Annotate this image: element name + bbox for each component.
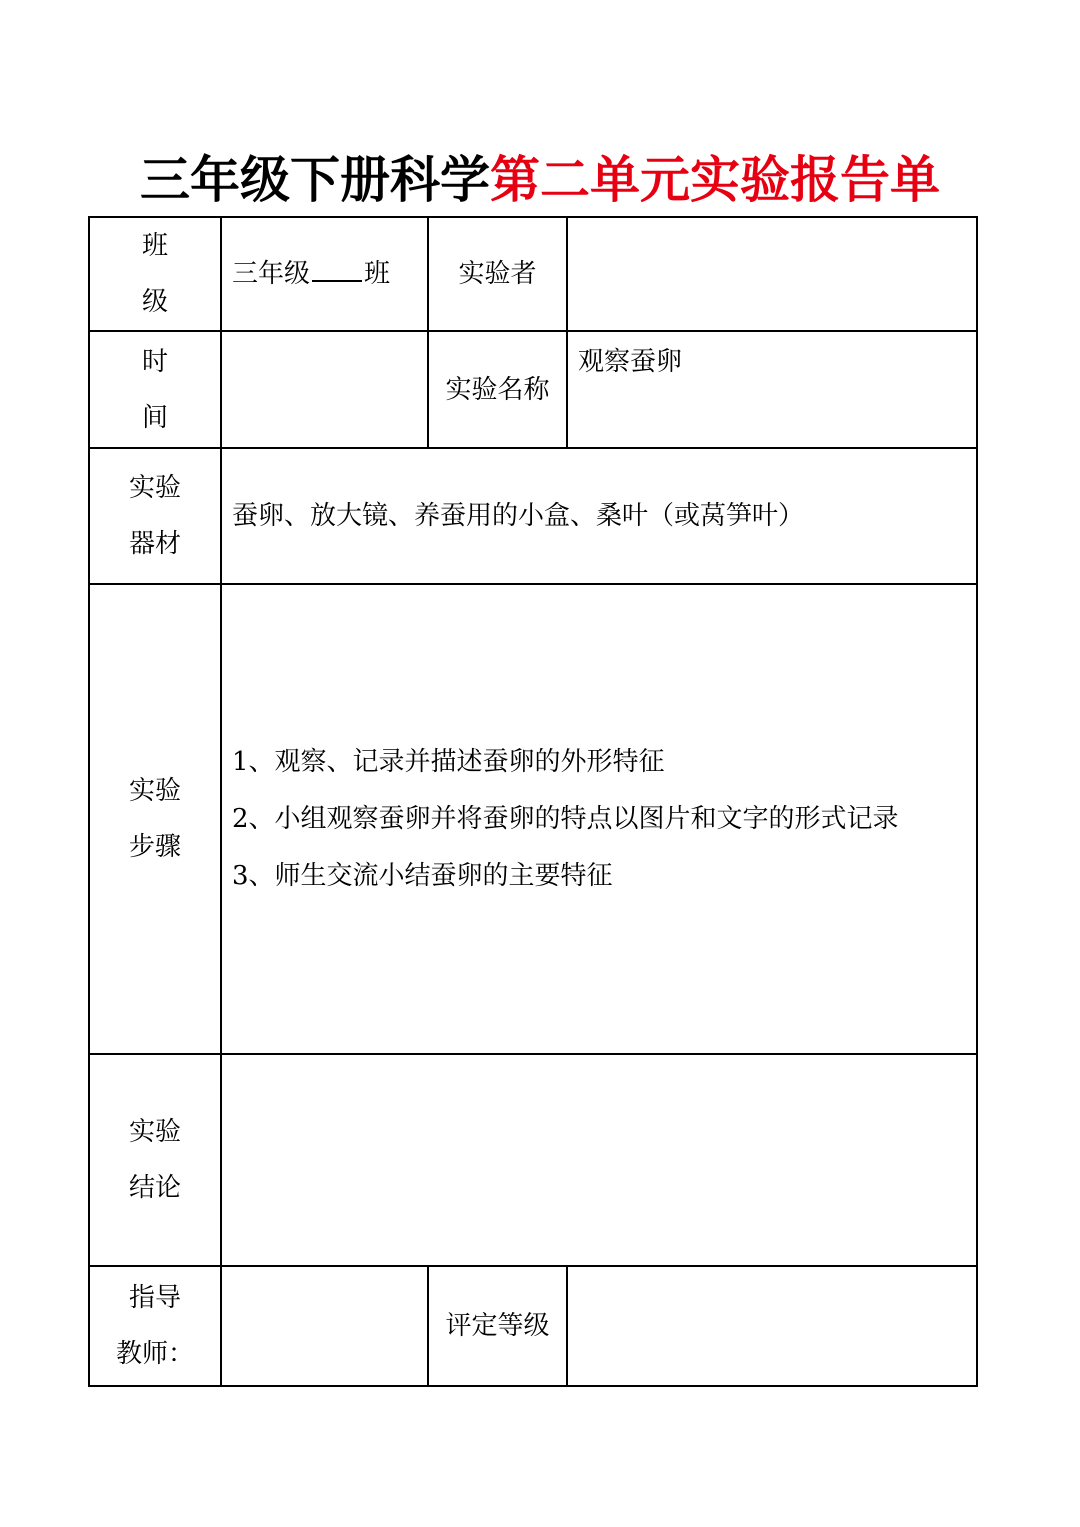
grade-value[interactable] [567,1266,977,1386]
step-item: 3、师生交流小结蚕卵的主要特征 [232,860,613,891]
experimenter-label: 实验者 [428,217,567,331]
row-conclusion [89,1054,977,1266]
grade-label: 评定等级 [428,1266,567,1386]
experimenter-value[interactable] [567,217,977,331]
title-part-red: 第二单元实验报告单 [490,151,940,209]
row-time [89,331,977,448]
class-label: 班 级 [89,217,221,331]
steps-label-line1: 实验 [128,776,181,806]
materials-value[interactable]: 蚕卵、放大镜、养蚕用的小盒、桑叶（或莴笋叶） [221,448,977,584]
steps-label [89,584,221,1054]
class-value-suffix: 班 [364,259,391,289]
step-item: 2、小组观察蚕卵并将蚕卵的特点以图片和文字的形式记录 [232,803,899,834]
teacher-label-line1: 指导 [128,1283,181,1313]
class-number-blank[interactable] [312,266,362,282]
page-title [0,150,1080,210]
title-part-black: 三年级下册科学 [140,151,490,209]
steps-value[interactable] [221,584,977,1054]
conclusion-value[interactable] [221,1054,977,1266]
report-table [88,216,978,1387]
materials-label [89,448,221,584]
row-teacher [89,1266,977,1386]
steps-label-line2: 步骤 [128,832,181,862]
class-value[interactable] [221,217,428,331]
row-steps [89,584,977,1054]
materials-label-line1: 实验 [128,473,181,503]
conclusion-label-line1: 实验 [128,1117,181,1147]
materials-label-line2: 器材 [128,529,181,559]
teacher-label [89,1266,221,1386]
experiment-name-label: 实验名称 [428,331,567,448]
teacher-value[interactable] [221,1266,428,1386]
teacher-label-line2: 教师： [115,1339,194,1369]
conclusion-label-line2: 结论 [128,1173,181,1203]
time-value[interactable] [221,331,428,448]
class-value-prefix: 三年级 [232,259,311,289]
time-label: 时 间 [89,331,221,448]
experiment-name-value[interactable]: 观察蚕卵 [567,331,977,448]
row-class [89,217,977,331]
conclusion-label [89,1054,221,1266]
step-item: 1、观察、记录并描述蚕卵的外形特征 [232,746,665,777]
row-materials [89,448,977,584]
